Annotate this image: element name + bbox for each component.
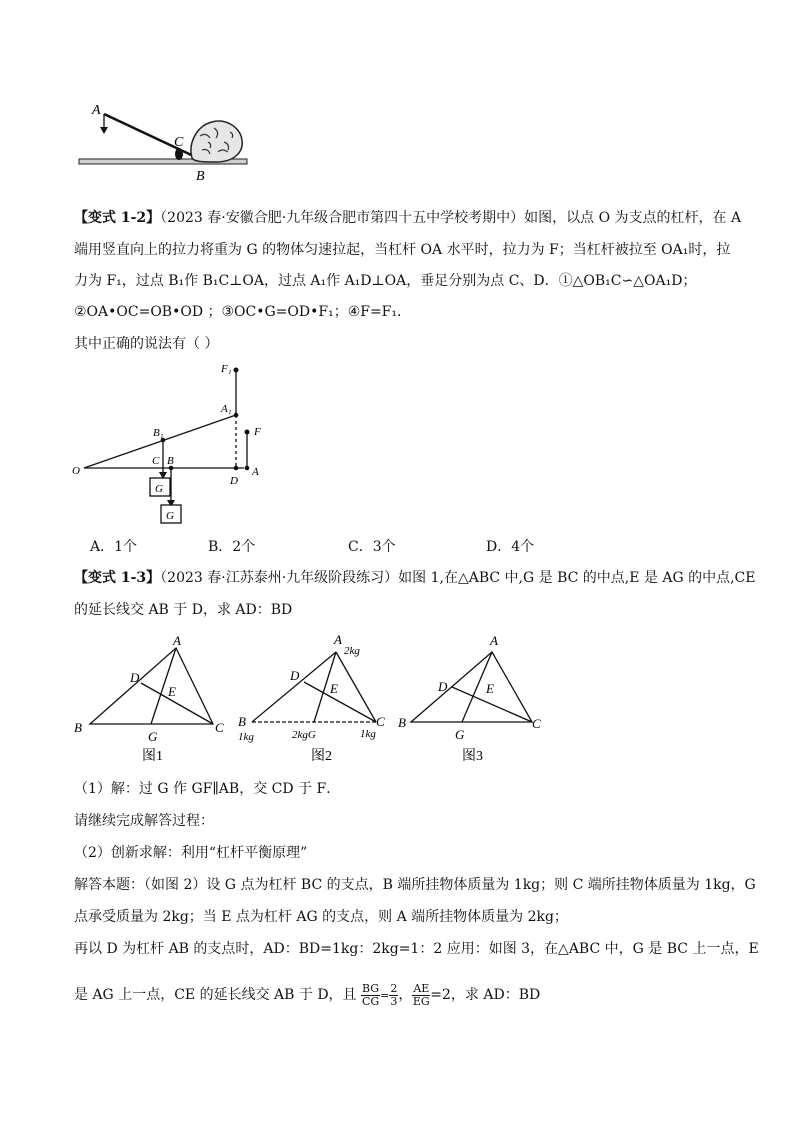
triangle-abc-1 xyxy=(90,648,213,724)
solution-p5: 点承受质量为 2kg；当 E 点为杠杆 AG 的支点，则 A 端所挂物体质量为 2kg； xyxy=(74,909,568,925)
fig3-caption: 图3 xyxy=(462,749,483,764)
triangle-figures xyxy=(68,630,558,770)
variant12-question: 其中正确的说法有（ ） xyxy=(74,336,219,352)
solution-p2: 请继续完成解答过程： xyxy=(74,813,214,829)
label-c: C xyxy=(152,455,160,467)
triangle-abc-3 xyxy=(411,652,532,722)
rock-image xyxy=(191,121,242,162)
fig1-label-d: D xyxy=(130,670,140,685)
dot-a xyxy=(245,466,250,471)
fig2-caption: 图2 xyxy=(311,749,332,764)
fraction-separator: ， xyxy=(398,987,413,1003)
dot-f1 xyxy=(234,368,239,373)
fig2-label-e: E xyxy=(330,681,338,696)
solution-p4: 解答本题：（如图 2）设 G 点为杠杆 BC 的支点，B 端所挂物体质量为 1kg；则 C 端所挂物体质量为 1kg，G xyxy=(74,877,756,893)
frac1-value-denominator: 3 xyxy=(390,994,398,1008)
fig3-label-d: D xyxy=(438,679,448,694)
option-b[interactable]: B．2个 xyxy=(208,539,256,555)
solution-p3: （2）创新求解：利用“杠杆平衡原理” xyxy=(74,845,308,861)
fig1-label-a: A xyxy=(173,633,181,648)
variant12-line1-rest: 如图，以点 O 为支点的杠杆，在 A xyxy=(524,210,742,226)
lever-diagram xyxy=(66,360,286,530)
fraction-bg-cg xyxy=(361,983,380,1008)
fig2-label-g-kg: 2kgG xyxy=(292,729,316,741)
fig1-label-c: C xyxy=(215,720,224,735)
label-a: A xyxy=(252,466,259,478)
segment-cd-1 xyxy=(141,683,213,724)
fraction-ae-eg xyxy=(412,983,430,1008)
variant12-line3: 力为 F₁，过点 B₁作 B₁C⊥OA，过点 A₁作 A₁D⊥OA，垂足分别为点 C、D．①△OB₁C∽△OA₁D； xyxy=(74,273,697,289)
variant12-line1 xyxy=(74,207,742,229)
figure-2 xyxy=(238,632,385,764)
label-c: C xyxy=(174,135,184,150)
fig2-label-b-kg: 1kg xyxy=(238,731,254,743)
label-f1: F₁ xyxy=(221,363,232,375)
fig2-label-b: B xyxy=(238,714,246,729)
bar-oa1 xyxy=(84,415,236,468)
solution-p6: 再以 D 为杠杆 AB 的支点时，AD：BD=1kg：2kg=1：2 应用：如图 3，在△ABC 中，G 是 BC 上一点，E xyxy=(74,941,759,957)
dot-d xyxy=(234,466,239,471)
frac1-numerator: BG xyxy=(362,981,380,995)
figure-1 xyxy=(74,633,224,764)
fig1-label-b: B xyxy=(74,720,82,735)
option-a[interactable]: A．1个 xyxy=(90,539,138,555)
frac2-denominator: EG xyxy=(412,994,430,1008)
variant13-line1 xyxy=(74,567,756,589)
segment-ab-2 xyxy=(252,652,336,722)
label-b1: B₁ xyxy=(153,427,164,439)
fig1-label-g: G xyxy=(148,729,158,744)
label-b: B xyxy=(196,169,205,184)
fig2-label-a: A xyxy=(334,632,342,647)
fig3-label-c: C xyxy=(532,716,541,731)
frac1-value-numerator: 2 xyxy=(390,981,398,995)
label-f: F xyxy=(254,426,261,438)
fig3-label-e: E xyxy=(486,681,494,696)
fraction-two-thirds xyxy=(389,983,398,1008)
variant13-source: （2023 春·江苏泰州·九年级阶段练习） xyxy=(160,570,399,586)
fig3-label-a: A xyxy=(490,633,498,648)
label-g2: G xyxy=(166,510,174,522)
fig1-label-e: E xyxy=(168,684,176,699)
frac2-tail: =2，求 AD：BD xyxy=(430,987,541,1003)
solution-p7 xyxy=(74,980,734,1011)
variant12-tag: 【变式 1-2】 xyxy=(74,210,161,226)
option-d[interactable]: D．4个 xyxy=(486,539,535,555)
frac1-denominator: CG xyxy=(361,994,380,1008)
solution-p1: （1）解：过 G 作 GF∥AB，交 CD 于 F． xyxy=(74,781,341,797)
variant12-source: （2023 春·安徽合肥·九年级合肥市第四十五中学校考期中） xyxy=(160,210,525,226)
fig2-label-c-kg: 1kg xyxy=(360,728,376,740)
label-b: B xyxy=(167,455,174,467)
fig3-label-b: B xyxy=(398,715,406,730)
label-a: A xyxy=(92,103,101,118)
variant13-line2: 的延长线交 AB 于 D，求 AD：BD xyxy=(74,602,293,618)
lever-bar xyxy=(104,114,202,160)
dot-f xyxy=(245,430,250,435)
fig2-label-c: C xyxy=(376,714,385,729)
figure-3 xyxy=(398,633,541,764)
label-o: O xyxy=(72,465,80,477)
label-g1: G xyxy=(155,483,163,495)
frac2-numerator: AE xyxy=(413,981,430,995)
label-d: D xyxy=(230,475,238,487)
variant13-tag: 【变式 1-3】 xyxy=(74,570,161,586)
frac1-equals: = xyxy=(380,989,390,1002)
variant12-line4: ②OA•OC=OB•OD ；③OC•G=OD•F₁；④F=F₁． xyxy=(74,304,412,320)
lever-rock-figure xyxy=(74,96,274,188)
solution-p7-text: 是 AG 上一点，CE 的延长线交 AB 于 D，且 xyxy=(74,987,357,1003)
fig3-label-g: G xyxy=(455,727,465,742)
variant12-line2: 端用竖直向上的拉力将重为 G 的物体匀速拉起，当杠杆 OA 水平时，拉力为 F；当杠杆被拉至 OA₁时，拉 xyxy=(74,242,731,258)
dot-a1 xyxy=(234,413,239,418)
fig2-label-a-kg: 2kg xyxy=(344,645,360,657)
label-a1: A₁ xyxy=(221,403,232,415)
fig2-label-d: D xyxy=(290,668,300,683)
force-arrowhead xyxy=(100,127,108,134)
variant13-line1-rest: 如图 1,在△ABC 中,G 是 BC 的中点,E 是 AG 的中点,CE xyxy=(398,570,756,586)
fig1-caption: 图1 xyxy=(142,749,163,764)
option-c[interactable]: C．3个 xyxy=(348,539,396,555)
